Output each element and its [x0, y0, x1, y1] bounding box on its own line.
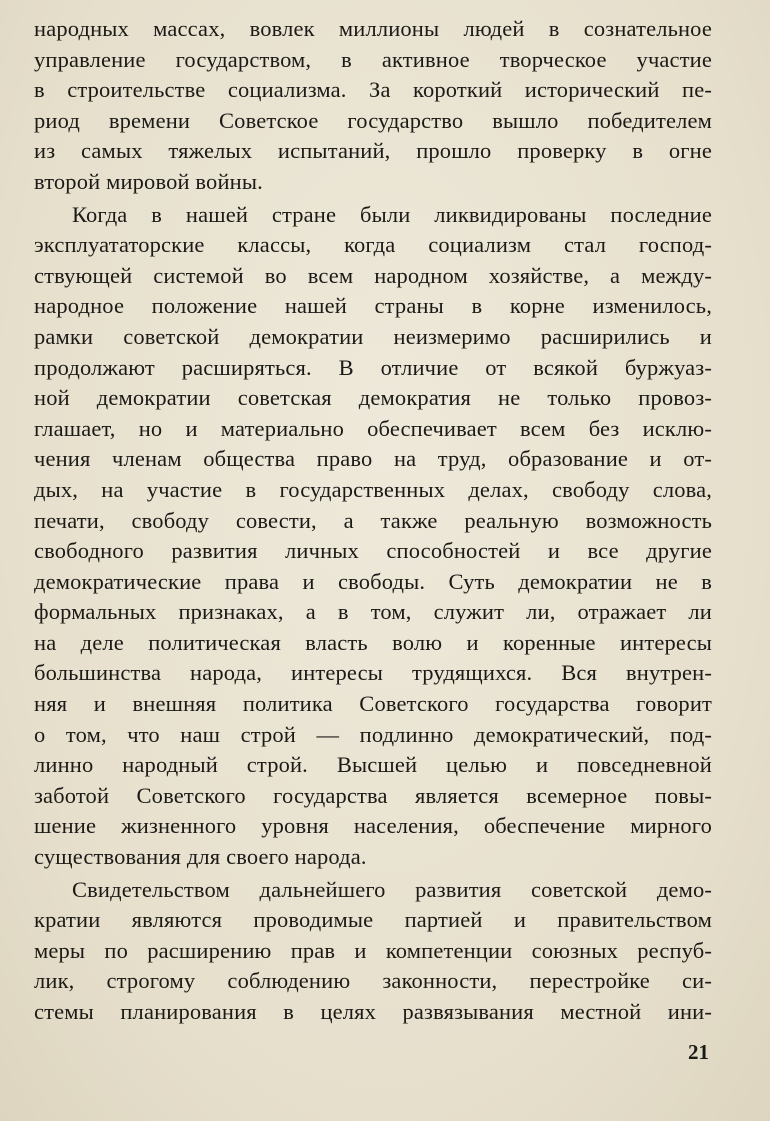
text-line: шение жизненного уровня населения, обеспечение мирного — [34, 813, 712, 839]
page-text — [34, 14, 712, 1028]
text-line: народное положение нашей страны в корне изменилось, — [34, 293, 712, 319]
text-line: дых, на участие в государственных делах, свободу слова, — [34, 476, 712, 502]
text-line: эксплуататорские классы, когда социализм стал господ- — [34, 232, 712, 258]
text-line: второй мировой войны. — [34, 168, 263, 194]
text-line: лик, строгому соблюдению законности, перестройке си- — [34, 968, 712, 994]
text-line: формальных признаках, а в том, служит ли, отражает ли — [34, 599, 712, 625]
paragraph-3 — [34, 875, 712, 1028]
text-line: ствующей системой во всем народном хозяйстве, а между- — [34, 262, 712, 288]
text-line: ной демократии советская демократия не только провоз- — [34, 385, 712, 411]
text-line: из самых тяжелых испытаний, прошло проверку в огне — [34, 138, 712, 164]
text-line: няя и внешняя политика Советского государства говорит — [34, 691, 712, 717]
text-line: риод времени Советское государство вышло победителем — [34, 107, 712, 133]
text-line: Когда в нашей стране были ликвидированы последние — [72, 201, 712, 227]
text-line: демократические права и свободы. Суть демократии не в — [34, 568, 712, 594]
text-line: в строительстве социализма. За короткий исторический пе- — [34, 77, 712, 103]
text-line: глашает, но и материально обеспечивает всем без исклю- — [34, 415, 712, 441]
text-line: Свидетельством дальнейшего развития советской демо- — [72, 876, 712, 902]
text-line: рамки советской демократии неизмеримо расширились и — [34, 323, 712, 349]
text-line: продолжают расширяться. В отличие от всякой буржуаз- — [34, 354, 712, 380]
text-line: о том, что наш строй — подлинно демократический, под- — [34, 721, 712, 747]
text-line: меры по расширению прав и компетенции союзных респуб- — [34, 937, 712, 963]
text-line: свободного развития личных способностей и все другие — [34, 538, 712, 564]
text-line: линно народный строй. Высшей целью и повседневной — [34, 752, 712, 778]
text-line: заботой Советского государства является всемерное повы- — [34, 782, 712, 808]
text-line: народных массах, вовлек миллионы людей в сознательное — [34, 16, 712, 41]
text-line: кратии являются проводимые партией и правительством — [34, 907, 712, 933]
paragraph-1 — [34, 14, 712, 198]
text-line: печати, свободу совести, а также реальную возможность — [34, 507, 712, 533]
text-line: управление государством, в активное творческое участие — [34, 46, 712, 72]
page-number: 21 — [688, 1040, 709, 1064]
text-line: стемы планирования в целях развязывания местной ини- — [34, 999, 712, 1024]
text-line: большинства народа, интересы трудящихся. Вся внутрен- — [34, 660, 712, 686]
text-line: существования для своего народа. — [34, 844, 367, 870]
paragraph-2 — [34, 200, 712, 873]
text-line: на деле политическая власть волю и коренные интересы — [34, 629, 712, 655]
text-line: чения членам общества право на труд, образование и от- — [34, 446, 712, 472]
